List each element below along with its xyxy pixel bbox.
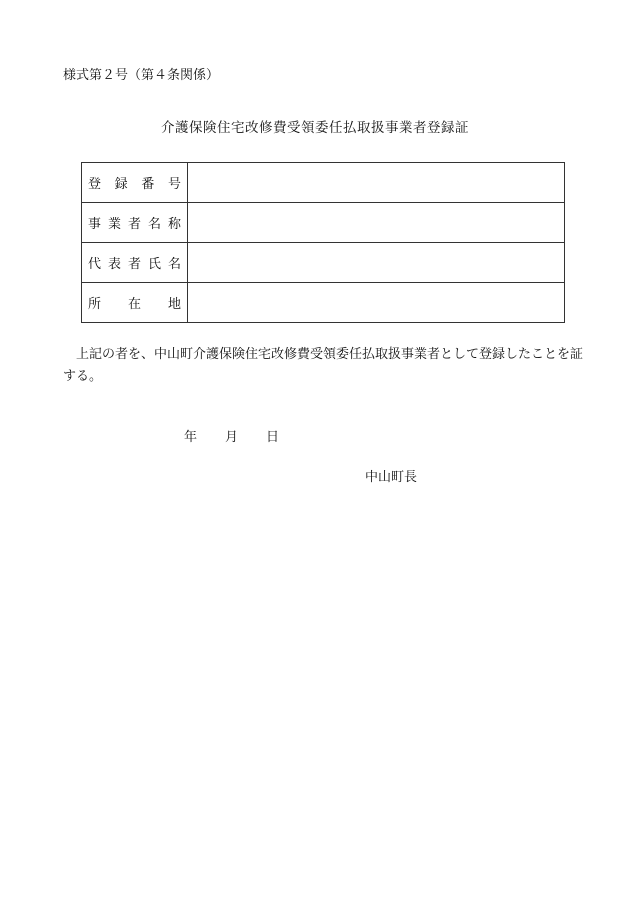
label-char: 事 bbox=[88, 217, 102, 232]
document-title: 介護保険住宅改修費受領委任払取扱事業者登録証 bbox=[161, 120, 469, 136]
label-char: 名 bbox=[147, 217, 161, 232]
label-char: 号 bbox=[167, 177, 181, 192]
table-row-address bbox=[82, 283, 565, 323]
label-char: 所 bbox=[88, 297, 102, 312]
business-name-label bbox=[82, 203, 188, 243]
label-char: 氏 bbox=[147, 257, 161, 272]
label-char: 者 bbox=[127, 217, 141, 232]
year-label: 年 bbox=[184, 430, 198, 445]
issuer-signature: 中山町長 bbox=[365, 470, 418, 485]
label-char: 在 bbox=[127, 297, 141, 312]
issue-date bbox=[184, 426, 279, 445]
label-char: 地 bbox=[167, 297, 181, 312]
representative-name-value bbox=[188, 243, 565, 283]
label-char: 名 bbox=[167, 257, 181, 272]
label-char: 業 bbox=[107, 217, 121, 232]
label-char: 番 bbox=[141, 177, 155, 192]
label-char: 表 bbox=[107, 257, 121, 272]
registration-number-value bbox=[188, 163, 565, 203]
address-label bbox=[82, 283, 188, 323]
table-row-registration-number bbox=[82, 163, 565, 203]
label-char: 称 bbox=[167, 217, 181, 232]
form-number: 様式第２号（第４条関係） bbox=[63, 68, 220, 83]
month-label: 月 bbox=[225, 430, 239, 445]
label-char: 登 bbox=[88, 177, 102, 192]
day-label: 日 bbox=[266, 430, 280, 445]
label-char: 録 bbox=[114, 177, 128, 192]
representative-name-label bbox=[82, 243, 188, 283]
table-row-business-name bbox=[82, 203, 565, 243]
registration-number-label bbox=[82, 163, 188, 203]
certification-statement: 上記の者を、中山町介護保険住宅改修費受領委任払取扱事業者として登録したことを証する。 bbox=[63, 347, 584, 384]
label-char: 者 bbox=[127, 257, 141, 272]
label-char: 代 bbox=[88, 257, 102, 272]
address-value bbox=[188, 283, 565, 323]
business-name-value bbox=[188, 203, 565, 243]
table-row-representative-name bbox=[82, 243, 565, 283]
registration-table bbox=[81, 162, 565, 323]
